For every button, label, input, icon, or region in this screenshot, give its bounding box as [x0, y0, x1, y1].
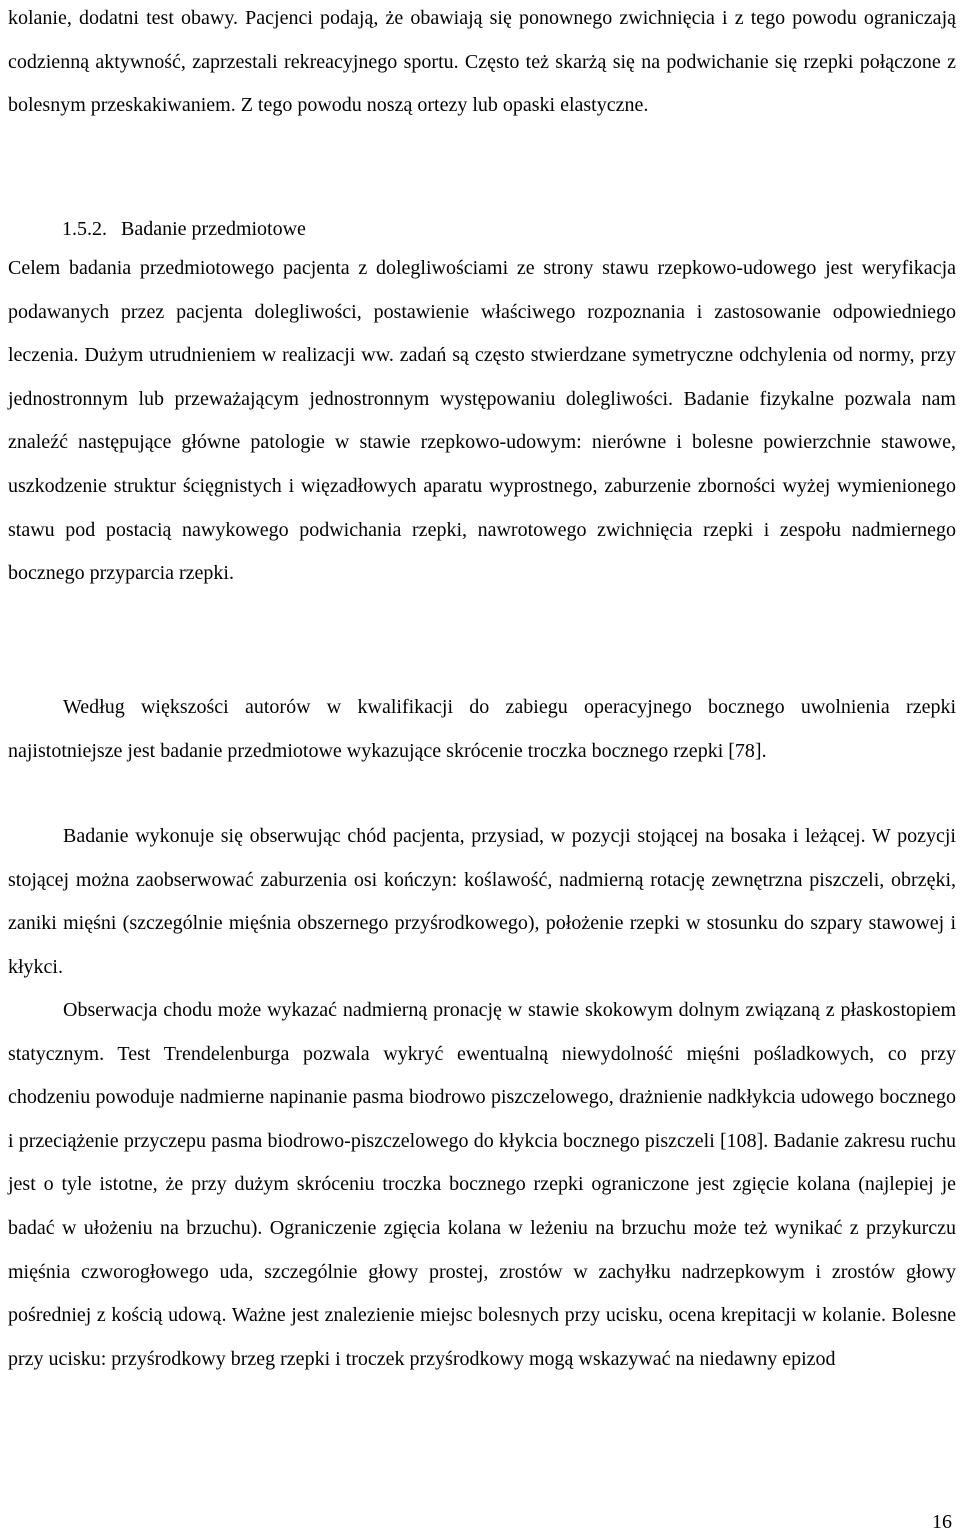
paragraph-1: Celem badania przedmiotowego pacjenta z dolegliwościami ze strony stawu rzepkowo-udowego jest weryfikacja podawanych przez pacjenta dolegliwości, postawienie właściwego rozpoznania i zastosowanie odpowiedniego leczenia. Dużym utrudnieniem w realizacji ww. zadań są często stwierdzane symetryczne odchylenia od normy, przy jednostronnym lub przeważającym jednostronnym występowaniu dolegliwości. Badanie fizykalne pozwala nam znaleźć następujące główne patologie w stawie rzepkowo-udowym: nierówne i bolesne powierzchnie stawowe, uszkodzenie struktur ścięgnistych i więzadłowych aparatu wyprostnego, zaburzenie zborności wyżej wymienionego stawu pod postacią nawykowego podwichania rzepki, nawrotowego zwichnięcia rzepki i zespołu nadmiernego bocznego przyparcia rzepki. [8, 257, 956, 585]
paragraph-2: Według większości autorów w kwalifikacji do zabiegu operacyjnego bocznego uwolnienia rzepki najistotniejsze jest badanie przedmiotowe wykazujące skrócenie troczka bocznego rzepki [78]. [8, 696, 956, 762]
section-title: Badanie przedmiotowe [121, 218, 306, 240]
paragraph-4: Obserwacja chodu może wykazać nadmierną pronację w stawie skokowym dolnym związaną z płaskostopiem statycznym. Test Trendelenburga pozwala wykryć ewentualną niewydolność mięśni pośladkowych, co przy chodzeniu powoduje nadmierne napinanie pasma biodrowo piszczelowego, drażnienie nadkłykcia udowego bocznego i przeciążenie przyczepu pasma biodrowo-piszczelowego do kłykcia bocznego piszczeli [108]. Badanie zakresu ruchu jest o tyle istotne, że przy dużym skróceniu troczka bocznego rzepki ograniczone jest zgięcie kolana (najlepiej je badać w ułożeniu na brzuchu). Ograniczenie zgięcia kolana w leżeniu na brzuchu może też wynikać z przykurczu mięśnia czworogłowego uda, szczególnie głowy prostej, zrostów w zachyłku nadrzepkowym i zrostów głowy pośredniej z kością udową. Ważne jest znalezienie miejsc bolesnych przy ucisku, ocena krepitacji w kolanie. Bolesne przy ucisku: przyśrodkowy brzeg rzepki i troczek przyśrodkowy mogą wskazywać na niedawny epizod [8, 999, 956, 1370]
continued-paragraph: kolanie, dodatni test obawy. Pacjenci podają, że obawiają się ponownego zwichnięcia i z tego powodu ograniczają codzienną aktywność, zaprzestali rekreacyjnego sportu. Często też skarżą się na podwichanie się rzepki połączone z bolesnym przeskakiwaniem. Z tego powodu noszą ortezy lub opaski elastyczne. [8, 7, 956, 117]
paragraph-3: Badanie wykonuje się obserwując chód pacjenta, przysiad, w pozycji stojącej na bosaka i leżącej. W pozycji stojącej można zaobserwować zaburzenia osi kończyn: koślawość, nadmierną rotację zewnętrzna piszczeli, obrzęki, zaniki mięśni (szczególnie mięśnia obszernego przyśrodkowego), położenie rzepki w stosunku do szpary stawowej i kłykci. [8, 825, 956, 978]
section-number: 1.5.2. [62, 218, 107, 240]
section-heading [62, 211, 306, 247]
page-number: 16 [932, 1511, 952, 1533]
